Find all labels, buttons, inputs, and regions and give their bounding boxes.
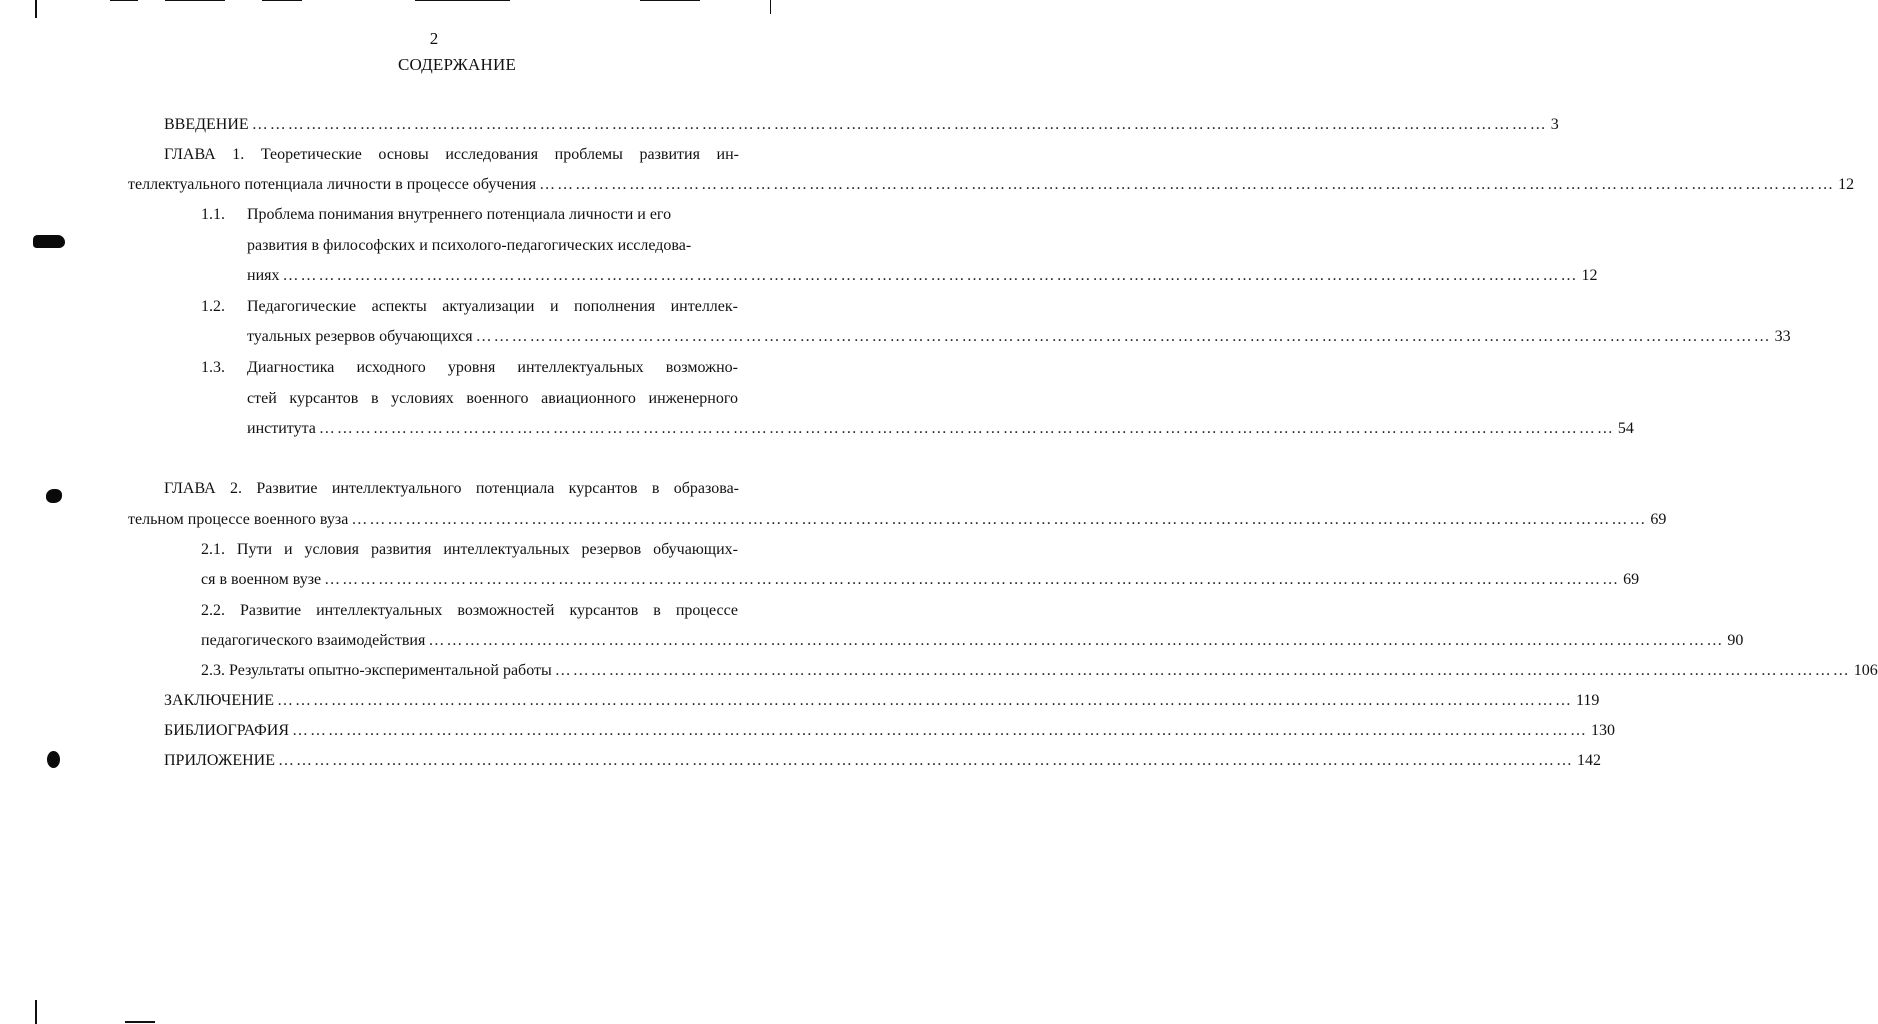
leader-dots: ……………………………………………………………………………………………………………………………………………………………………………………………… [351, 511, 1648, 528]
scan-edge-top-3 [262, 0, 302, 1]
toc-chapter-2-line-1: ГЛАВА 2. Развитие интеллектуального потенциала курсантов в образова- [164, 480, 739, 497]
leader-dots: ……………………………………………………………………………………………………………………………………………………………………………………………… [324, 571, 1621, 588]
section-number: 1.2. [201, 298, 225, 315]
toc-section-1-1-line-1 [201, 204, 671, 226]
toc-section-1-3-line-1 [201, 357, 738, 379]
leader-dots: ……………………………………………………………………………………………………………………………………………………………………………………………… [539, 176, 1836, 193]
toc-page-number: 12 [1838, 176, 1855, 193]
page-title: СОДЕРЖАНИЕ [397, 55, 517, 74]
punch-hole-mark-2 [46, 489, 62, 503]
scan-edge-top-2 [165, 0, 225, 1]
toc-page-number: 119 [1575, 692, 1600, 709]
toc-page-number: 12 [1581, 267, 1598, 284]
section-number: 1.3. [201, 359, 225, 376]
toc-section-2-1-line-2 [201, 569, 1640, 591]
scan-edge-left [35, 0, 37, 18]
leader-dots: ……………………………………………………………………………………………………………………………………………………………………………………………… [292, 722, 1589, 739]
punch-hole-mark-1 [33, 235, 65, 248]
toc-page-number: 3 [1550, 116, 1559, 133]
toc-page-number: 54 [1617, 420, 1634, 437]
toc-entry-introduction [164, 114, 1559, 136]
toc-section-1-1-line-3 [247, 265, 1598, 287]
leader-dots: ……………………………………………………………………………………………………………………………………………………………………………………………… [554, 662, 1851, 679]
toc-chapter-2-line-2 [128, 509, 1667, 531]
toc-entry-label: БИБЛИОГРАФИЯ [164, 722, 290, 739]
toc-section-2-2-line-2 [201, 630, 1744, 652]
toc-section-1-2-line-2 [247, 326, 1791, 348]
toc-section-1-3-line-3 [247, 418, 1634, 440]
toc-section-2-1-line-1: 2.1. Пути и условия развития интеллектуальных резервов обучающих- [201, 541, 738, 558]
toc-entry-appendix [164, 750, 1602, 772]
toc-section-1-1-line-2: развития в философских и психолого-педагогических исследова- [247, 237, 692, 254]
leader-dots: ……………………………………………………………………………………………………………………………………………………………………………………………… [428, 632, 1725, 649]
toc-page-number: 69 [1650, 511, 1667, 528]
leader-dots: ……………………………………………………………………………………………………………………………………………………………………………………………… [278, 752, 1575, 769]
toc-entry-label: туальных резервов обучающихся [247, 328, 473, 345]
toc-chapter-1-line-2 [128, 174, 1855, 196]
page-number: 2 [429, 29, 439, 48]
toc-entry-conclusion [164, 690, 1600, 712]
toc-entry-label: тельном процессе военного вуза [128, 511, 349, 528]
toc-entry-label: 2.3. Результаты опытно-экспериментальной работы [201, 662, 552, 679]
toc-page-number: 33 [1774, 328, 1791, 345]
toc-entry-label: ся в военном вузе [201, 571, 322, 588]
section-text: Педагогические аспекты актуализации и пополнения интеллек- [247, 298, 738, 315]
toc-page-number: 90 [1727, 632, 1744, 649]
leader-dots: ……………………………………………………………………………………………………………………………………………………………………………………………… [282, 267, 1579, 284]
toc-page-number: 69 [1623, 571, 1640, 588]
toc-entry-label: ЗАКЛЮЧЕНИЕ [164, 692, 274, 709]
scan-edge-right [770, 0, 771, 14]
leader-dots: ……………………………………………………………………………………………………………………………………………………………………………………………… [276, 692, 1573, 709]
toc-entry-label: ПРИЛОЖЕНИЕ [164, 752, 276, 769]
toc-section-1-2-line-1 [201, 296, 738, 318]
toc-chapter-1-line-1: ГЛАВА 1. Теоретические основы исследования проблемы развития ин- [164, 146, 739, 163]
leader-dots: ……………………………………………………………………………………………………………………………………………………………………………………………… [318, 420, 1615, 437]
section-text: Проблема понимания внутреннего потенциала личности и его [247, 206, 672, 223]
scan-edge-bottom [125, 1021, 155, 1023]
toc-section-2-2-line-1: 2.2. Развитие интеллектуальных возможностей курсантов в процессе [201, 602, 738, 619]
toc-page-number: 106 [1853, 662, 1878, 679]
toc-entry-label: педагогического взаимодействия [201, 632, 426, 649]
toc-section-2-3 [201, 660, 1878, 682]
punch-hole-mark-3 [47, 751, 60, 768]
toc-page-number: 130 [1591, 722, 1616, 739]
toc-entry-label: теллектуального потенциала личности в процессе обучения [128, 176, 537, 193]
leader-dots: ……………………………………………………………………………………………………………………………………………………………………………………………… [475, 328, 1772, 345]
toc-page-number: 142 [1577, 752, 1602, 769]
toc-section-1-3-line-2: стей курсантов в условиях военного авиационного инженерного [247, 390, 738, 407]
scan-edge-top-4 [415, 0, 510, 1]
toc-entry-label: ВВЕДЕНИЕ [164, 116, 249, 133]
toc-entry-label: института [247, 420, 316, 437]
leader-dots: ……………………………………………………………………………………………………………………………………………………………………………………………… [251, 116, 1548, 133]
section-text: Диагностика исходного уровня интеллектуальных возможно- [247, 359, 738, 376]
scan-edge-top-1 [110, 0, 138, 1]
toc-entry-bibliography [164, 720, 1616, 742]
scan-edge-top-5 [640, 0, 700, 1]
section-number: 1.1. [201, 206, 225, 223]
scan-edge-left-bottom [35, 1000, 37, 1024]
toc-entry-label: ниях [247, 267, 280, 284]
